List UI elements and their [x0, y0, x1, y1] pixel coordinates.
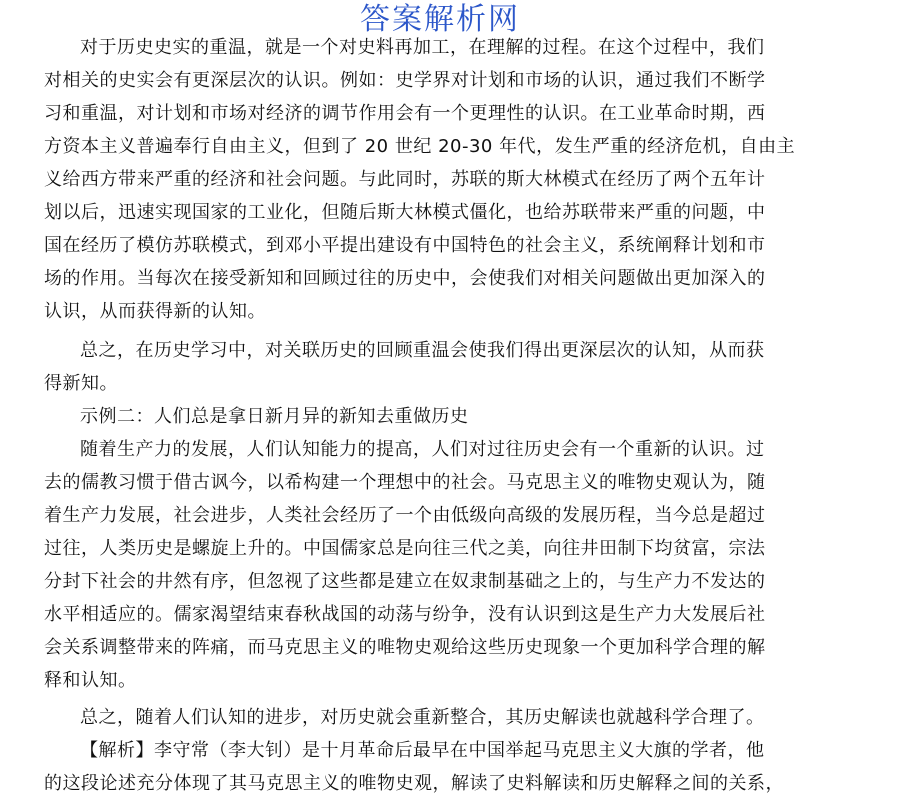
text-line: 义给西方带来严重的经济和社会问题。与此同时，苏联的斯大林模式在经历了两个五年计 — [44, 169, 766, 190]
analysis-line: 【解析】李守常（李大钊）是十月革命后最早在中国举起马克思主义大旗的学者，他 — [80, 740, 765, 761]
text-line: 过往，人类历史是螺旋上升的。中国儒家总是向往三代之美，向往井田制下均贫富，宗法 — [44, 538, 766, 559]
text-line: 释和认知。 — [44, 670, 137, 691]
text-line: 划以后，迅速实现国家的工业化，但随后斯大林模式僵化，也给苏联带来严重的问题，中 — [44, 202, 766, 223]
text-line: 国在经历了模仿苏联模式，到邓小平提出建设有中国特色的社会主义，系统阐释计划和市 — [44, 235, 766, 256]
text-line: 方资本主义普遍奉行自由主义，但到了 20 世纪 20-30 年代，发生严重的经济危机，自由主 — [44, 136, 796, 157]
text-line: 会关系调整带来的阵痛，而马克思主义的唯物史观给这些历史现象一个更加科学合理的解 — [44, 637, 766, 658]
section-heading: 示例二：人们总是拿日新月异的新知去重做历史 — [80, 406, 469, 427]
text-line: 总之，随着人们认知的进步，对历史就会重新整合，其历史解读也就越科学合理了。 — [80, 707, 765, 728]
text-line: 得新知。 — [44, 373, 118, 394]
text-line: 分封下社会的井然有序，但忽视了这些都是建立在奴隶制基础之上的，与生产力不发达的 — [44, 571, 766, 592]
text-line: 认识，从而获得新的认知。 — [44, 301, 266, 322]
text-line: 习和重温，对计划和市场对经济的调节作用会有一个更理性的认识。在工业革命时期，西 — [44, 103, 766, 124]
text-line: 去的儒教习惯于借古讽今，以希构建一个理想中的社会。马克思主义的唯物史观认为，随 — [44, 472, 766, 493]
text-line: 着生产力发展，社会进步，人类社会经历了一个由低级向高级的发展历程，当今总是超过 — [44, 505, 766, 526]
watermark: 答案解析网 — [360, 2, 520, 37]
text-line: 总之，在历史学习中，对关联历史的回顾重温会使我们得出更深层次的认知，从而获 — [80, 340, 765, 361]
text-line: 随着生产力的发展，人们认知能力的提高，人们对过往历史会有一个重新的认识。过 — [80, 439, 765, 460]
text-line: 水平相适应的。儒家渴望结束春秋战国的动荡与纷争，没有认识到这是生产力大发展后社 — [44, 604, 766, 625]
text-line: 对相关的史实会有更深层次的认识。例如：史学界对计划和市场的认识，通过我们不断学 — [44, 70, 766, 91]
text-line: 的这段论述充分体现了其马克思主义的唯物史观，解读了史料解读和历史解释之间的关系， — [44, 773, 784, 794]
text-line: 场的作用。当每次在接受新知和回顾过往的历史中，会使我们对相关问题做出更加深入的 — [44, 268, 766, 289]
text-line: 对于历史史实的重温，就是一个对史料再加工，在理解的过程。在这个过程中，我们 — [80, 37, 765, 58]
